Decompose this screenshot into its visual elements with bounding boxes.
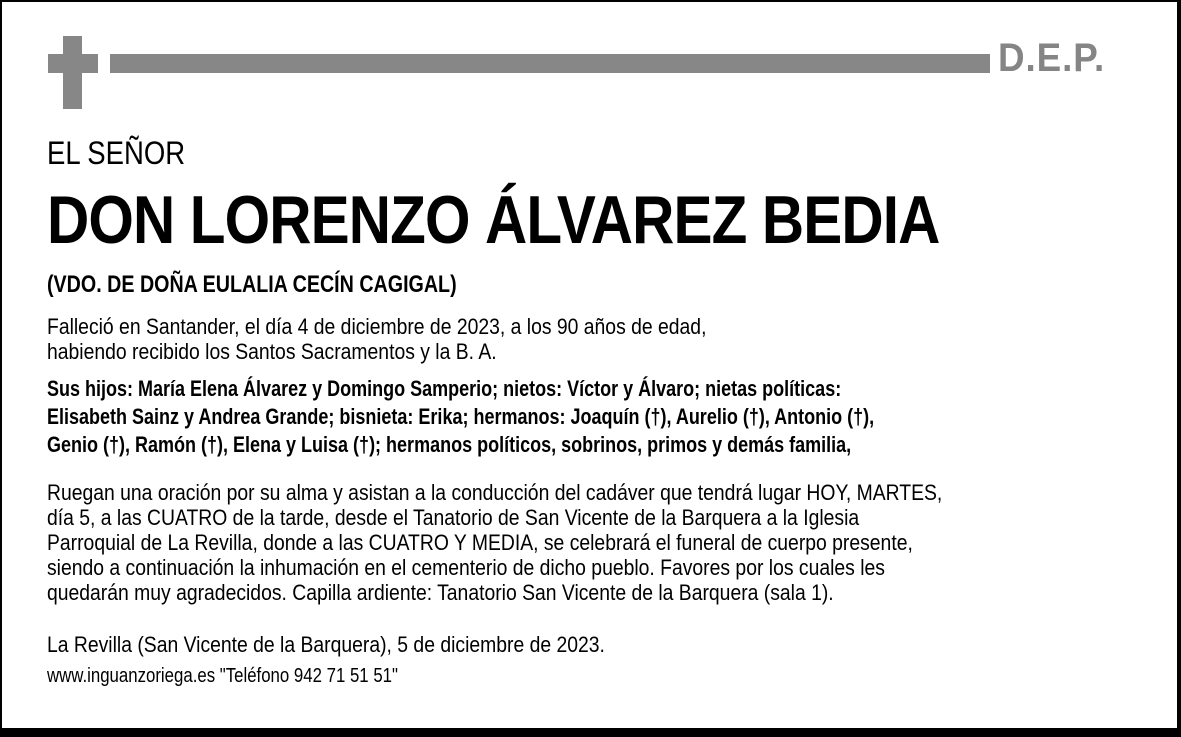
obituary-card xyxy=(2,2,1177,728)
family-list-line: Genio (†), Ramón (†), Elena y Luisa (†); hermanos políticos, sobrinos, primos y demás familia, xyxy=(47,432,852,457)
ceremony-line: día 5, a las CUATRO de la tarde, desde el Tanatorio de San Vicente de la Barquera a la Iglesia xyxy=(47,505,860,530)
header-rule-divider xyxy=(110,54,990,73)
place-and-date: La Revilla (San Vicente de la Barquera), 5 de diciembre de 2023. xyxy=(47,632,605,657)
death-notice-line: Falleció en Santander, el día 4 de diciembre de 2023, a los 90 años de edad, xyxy=(47,314,707,339)
ceremony-line: siendo a continuación la inhumación en el cementerio de dicho pueblo. Favores por los cuales les xyxy=(47,555,885,580)
family-list-line: Elisabeth Sainz y Andrea Grande; bisnieta: Erika; hermanos: Joaquín (†), Aurelio (†), Antonio (†), xyxy=(47,404,875,429)
dep-label: D.E.P. xyxy=(998,36,1106,80)
death-notice-line: habiendo recibido los Santos Sacramentos y la B. A. xyxy=(47,339,497,364)
widower-note: (VDO. DE DOÑA EULALIA CECÍN CAGIGAL) xyxy=(47,271,457,298)
death-notice xyxy=(47,314,706,364)
deceased-name: DON LORENZO ÁLVAREZ BEDIA xyxy=(47,182,940,258)
family-list-line: Sus hijos: María Elena Álvarez y Domingo Samperio; nietos: Víctor y Álvaro; nietas políticas: xyxy=(47,376,842,401)
ceremony-details xyxy=(47,480,942,605)
ceremony-line: quedarán muy agradecidos. Capilla ardiente: Tanatorio San Vicente de la Barquera (sala 1). xyxy=(47,580,834,605)
family-list xyxy=(47,375,874,459)
ceremony-line: Parroquial de La Revilla, donde a las CUATRO Y MEDIA, se celebrará el funeral de cuerpo presente, xyxy=(47,530,913,555)
honorific-label: EL SEÑOR xyxy=(47,135,186,171)
ceremony-line: Ruegan una oración por su alma y asistan a la conducción del cadáver que tendrá lugar HOY, MARTES, xyxy=(47,480,943,505)
funeral-home-contact: www.inguanzoriega.es "Teléfono 942 71 51 51" xyxy=(47,665,398,687)
cross-horizontal-bar xyxy=(48,54,98,73)
